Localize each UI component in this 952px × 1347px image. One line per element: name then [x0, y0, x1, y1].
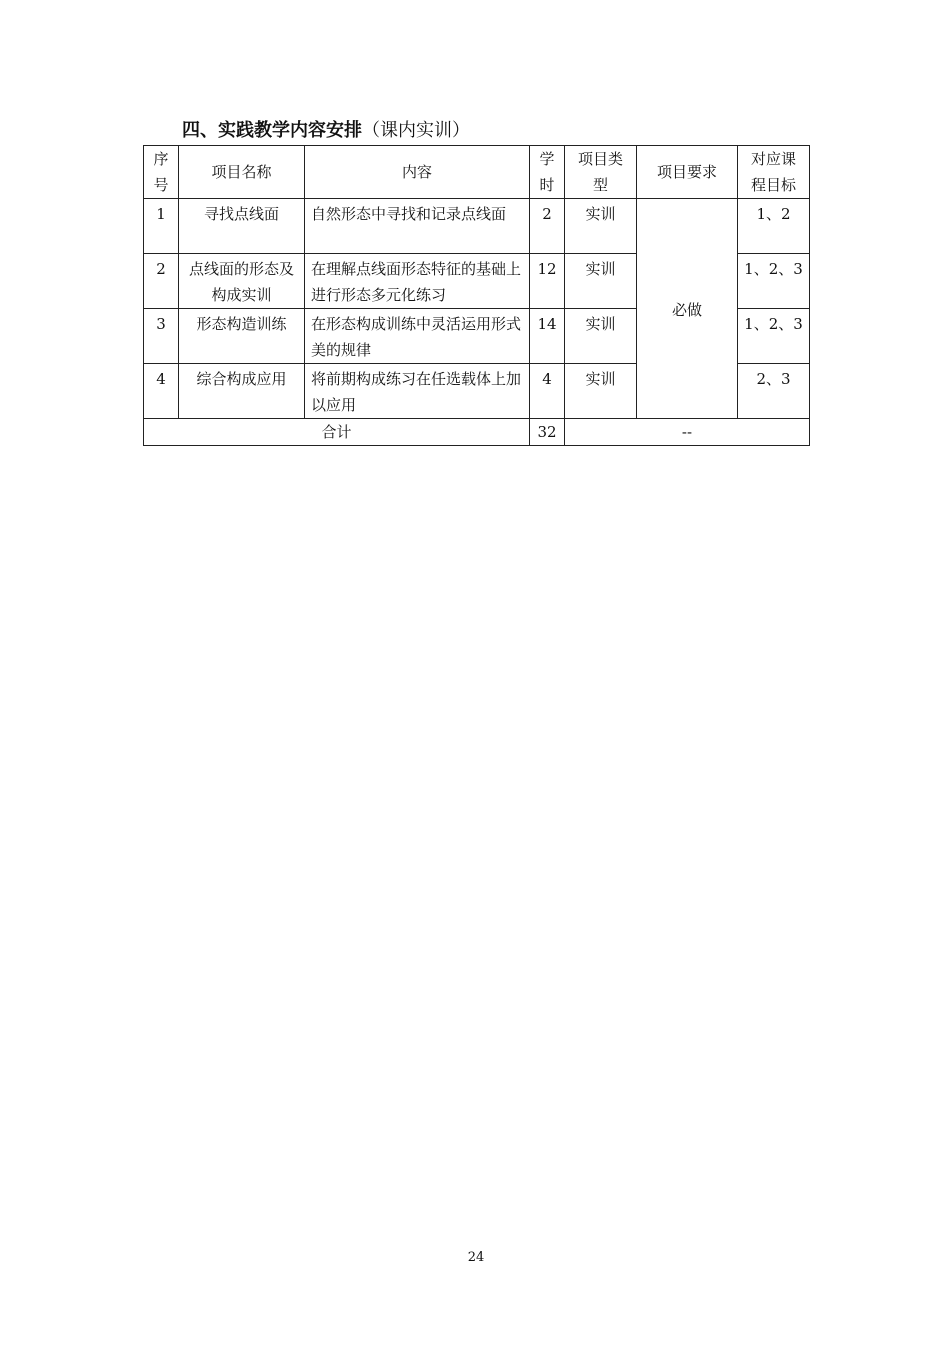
page-number: 24	[467, 1250, 485, 1265]
cell-seq: 4	[144, 364, 179, 419]
cell-content: 将前期构成练习在任选载体上加以应用	[305, 364, 530, 419]
cell-project-requirement: 必做	[637, 199, 738, 419]
total-label: 合计	[144, 419, 530, 446]
cell-project-name: 综合构成应用	[179, 364, 305, 419]
total-rest: --	[565, 419, 810, 446]
cell-course-goals: 2、3	[738, 364, 810, 419]
cell-course-goals: 1、2、3	[738, 254, 810, 309]
header-project-name: 项目名称	[179, 146, 305, 199]
cell-hours: 2	[530, 199, 565, 254]
section-heading-subtitle: （课内实训）	[362, 120, 470, 141]
cell-seq: 3	[144, 309, 179, 364]
table-total-row	[144, 419, 810, 446]
practice-teaching-table	[143, 145, 810, 446]
cell-content: 在形态构成训练中灵活运用形式美的规律	[305, 309, 530, 364]
table-row	[144, 199, 810, 254]
header-project-requirement: 项目要求	[637, 146, 738, 199]
header-content: 内容	[305, 146, 530, 199]
cell-course-goals: 1、2	[738, 199, 810, 254]
cell-hours: 12	[530, 254, 565, 309]
header-course-goals: 对应课程目标	[738, 146, 810, 199]
header-seq: 序号	[144, 146, 179, 199]
header-hours: 学时	[530, 146, 565, 199]
cell-hours: 4	[530, 364, 565, 419]
cell-project-type: 实训	[565, 364, 637, 419]
section-heading	[182, 118, 470, 144]
total-hours: 32	[530, 419, 565, 446]
cell-seq: 2	[144, 254, 179, 309]
cell-project-name: 点线面的形态及构成实训	[179, 254, 305, 309]
cell-project-type: 实训	[565, 254, 637, 309]
cell-content: 在理解点线面形态特征的基础上进行形态多元化练习	[305, 254, 530, 309]
header-project-type: 项目类型	[565, 146, 637, 199]
cell-project-name: 寻找点线面	[179, 199, 305, 254]
cell-project-name: 形态构造训练	[179, 309, 305, 364]
cell-seq: 1	[144, 199, 179, 254]
table-header-row	[144, 146, 810, 199]
section-heading-title: 四、实践教学内容安排	[182, 120, 362, 141]
cell-hours: 14	[530, 309, 565, 364]
cell-content: 自然形态中寻找和记录点线面	[305, 199, 530, 254]
cell-course-goals: 1、2、3	[738, 309, 810, 364]
cell-project-type: 实训	[565, 199, 637, 254]
cell-project-type: 实训	[565, 309, 637, 364]
